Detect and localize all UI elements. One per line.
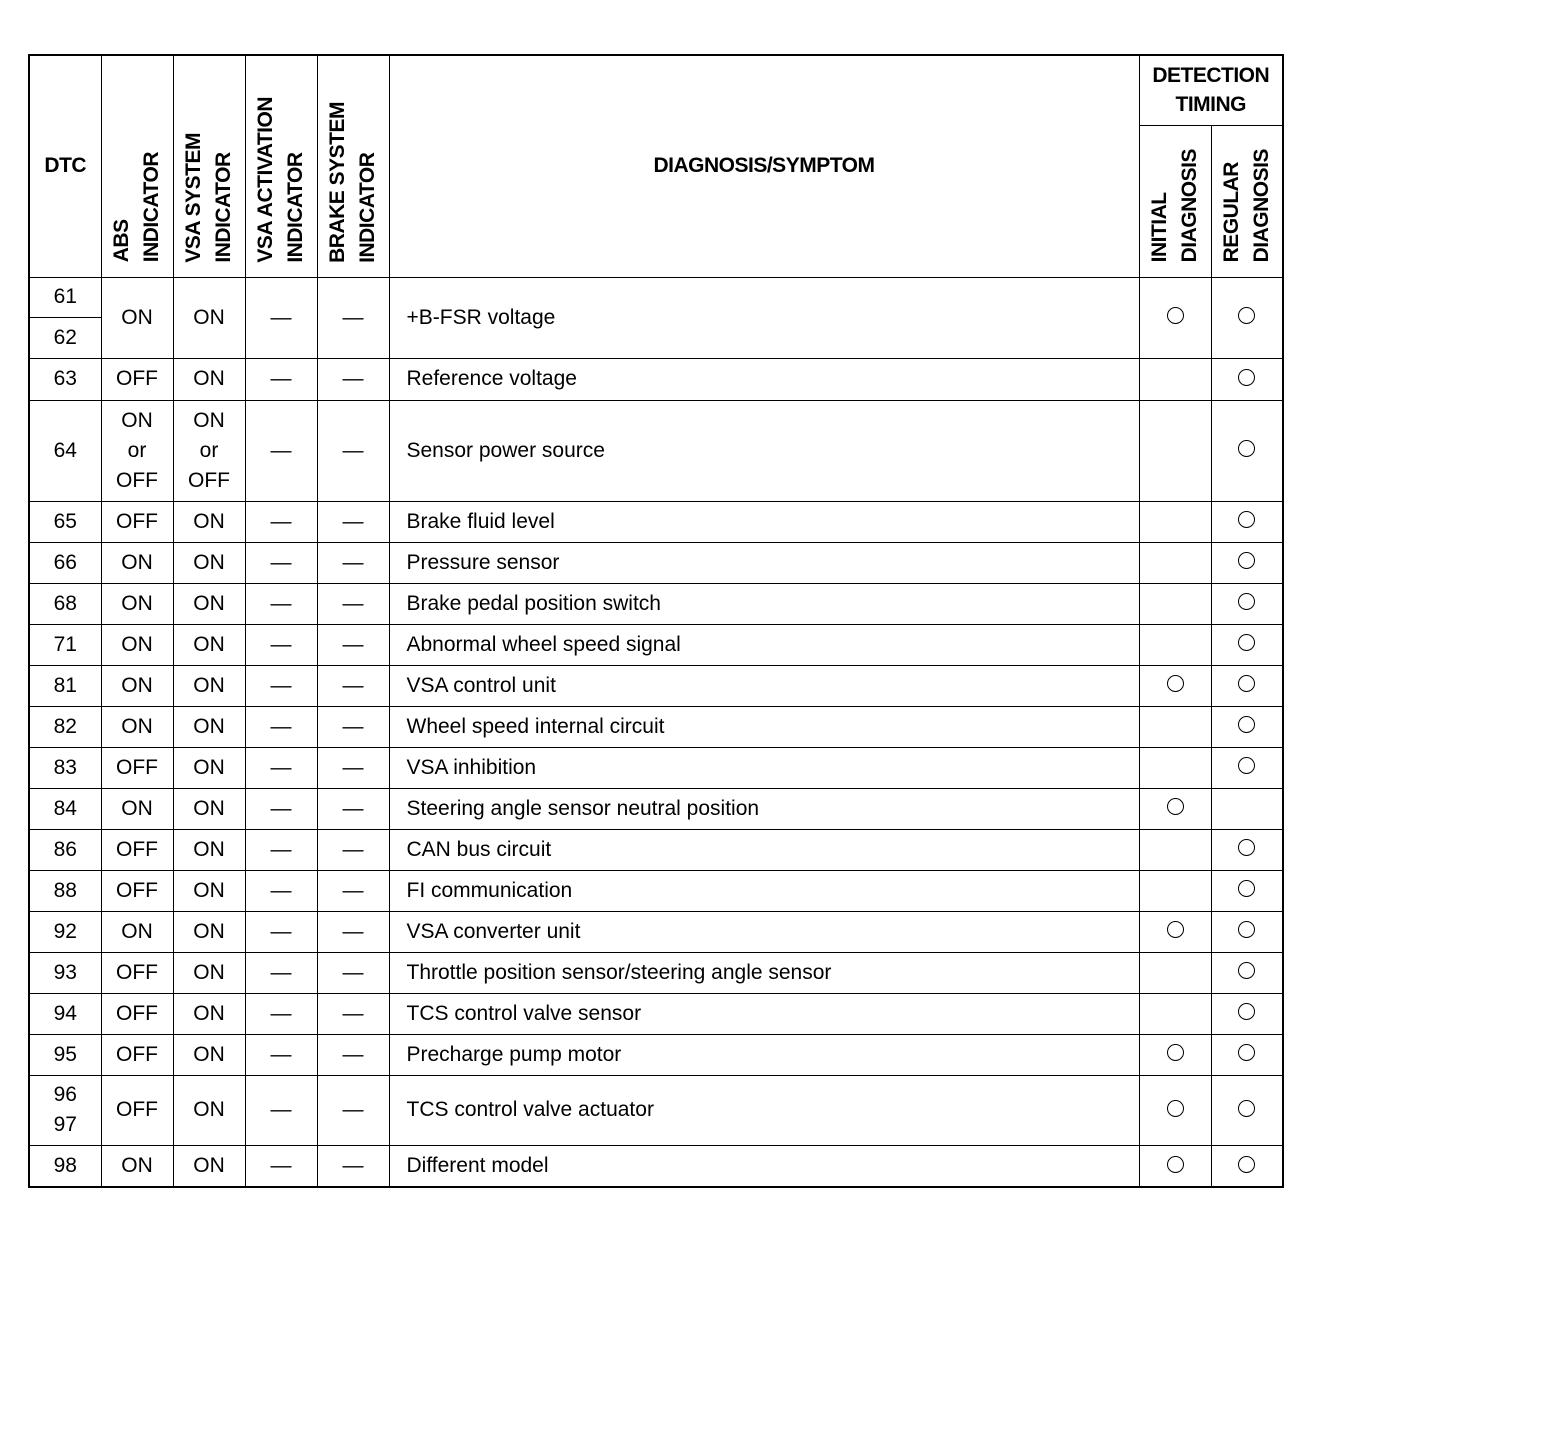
regular-diagnosis-cell: [1211, 358, 1283, 400]
abs-indicator-cell: ON or OFF: [101, 400, 173, 501]
diagnosis-symptom-cell: TCS control valve actuator: [389, 1075, 1139, 1145]
brake-system-indicator-cell: —: [317, 870, 389, 911]
table-row: [29, 665, 1283, 706]
vsa-system-indicator-cell: ON: [173, 277, 245, 358]
vsa-activation-indicator-cell: —: [245, 1145, 317, 1187]
table-row: [29, 277, 1283, 358]
vsa-activation-indicator-cell: —: [245, 870, 317, 911]
circle-mark-icon: [1167, 798, 1184, 815]
regular-diagnosis-cell: [1211, 788, 1283, 829]
regular-diagnosis-cell: [1211, 911, 1283, 952]
table-row: [29, 501, 1283, 542]
brake-system-indicator-cell: —: [317, 400, 389, 501]
initial-diagnosis-cell: [1139, 911, 1211, 952]
dtc-cell: 68: [29, 583, 101, 624]
brake-system-indicator-cell: —: [317, 952, 389, 993]
diagnosis-symptom-cell: Different model: [389, 1145, 1139, 1187]
dtc-cell: 88: [29, 870, 101, 911]
diagnosis-symptom-cell: Sensor power source: [389, 400, 1139, 501]
regular-diagnosis-cell: [1211, 1034, 1283, 1075]
table-row: [29, 1145, 1283, 1187]
initial-diagnosis-cell: [1139, 624, 1211, 665]
vsa-activation-indicator-cell: —: [245, 747, 317, 788]
brake-system-indicator-cell: —: [317, 788, 389, 829]
vsa-system-indicator-cell: ON: [173, 911, 245, 952]
vsa-system-indicator-cell: ON: [173, 624, 245, 665]
brake-system-indicator-cell: —: [317, 501, 389, 542]
regular-diagnosis-cell: [1211, 952, 1283, 993]
abs-indicator-cell: ON: [101, 624, 173, 665]
header-vsa-system-indicator: VSA SYSTEM INDICATOR: [173, 55, 245, 277]
initial-diagnosis-cell: [1139, 583, 1211, 624]
header-regular-diagnosis: REGULAR DIAGNOSIS: [1211, 125, 1283, 277]
abs-indicator-cell: ON: [101, 665, 173, 706]
vsa-activation-indicator-cell: —: [245, 624, 317, 665]
dtc-cell: 66: [29, 542, 101, 583]
diagnosis-symptom-cell: VSA converter unit: [389, 911, 1139, 952]
initial-diagnosis-cell: [1139, 277, 1211, 358]
brake-system-indicator-cell: —: [317, 1075, 389, 1145]
table-row: [29, 911, 1283, 952]
dtc-cell: 96 97: [29, 1075, 101, 1145]
brake-system-indicator-cell: —: [317, 911, 389, 952]
circle-mark-icon: [1238, 962, 1255, 979]
table-row: [29, 993, 1283, 1034]
initial-diagnosis-cell: [1139, 1075, 1211, 1145]
table-row: [29, 1034, 1283, 1075]
header-brake-system-indicator: BRAKE SYSTEM INDICATOR: [317, 55, 389, 277]
vsa-activation-indicator-cell: —: [245, 501, 317, 542]
diagnosis-symptom-cell: Steering angle sensor neutral position: [389, 788, 1139, 829]
brake-system-indicator-cell: —: [317, 1145, 389, 1187]
vsa-activation-indicator-cell: —: [245, 788, 317, 829]
initial-diagnosis-cell: [1139, 665, 1211, 706]
diagnosis-symptom-cell: VSA inhibition: [389, 747, 1139, 788]
dtc-cell: 98: [29, 1145, 101, 1187]
dtc-cell: 92: [29, 911, 101, 952]
circle-mark-icon: [1167, 1156, 1184, 1173]
diagnosis-symptom-cell: Wheel speed internal circuit: [389, 706, 1139, 747]
vsa-system-indicator-cell: ON: [173, 1075, 245, 1145]
regular-diagnosis-cell: [1211, 501, 1283, 542]
regular-diagnosis-cell: [1211, 706, 1283, 747]
circle-mark-icon: [1167, 1100, 1184, 1117]
initial-diagnosis-cell: [1139, 952, 1211, 993]
abs-indicator-cell: OFF: [101, 1034, 173, 1075]
abs-indicator-cell: ON: [101, 583, 173, 624]
circle-mark-icon: [1238, 716, 1255, 733]
vsa-activation-indicator-cell: —: [245, 665, 317, 706]
initial-diagnosis-cell: [1139, 788, 1211, 829]
dtc-cell: 95: [29, 1034, 101, 1075]
dtc-cell: 84: [29, 788, 101, 829]
vsa-activation-indicator-cell: —: [245, 358, 317, 400]
brake-system-indicator-cell: —: [317, 583, 389, 624]
abs-indicator-cell: OFF: [101, 870, 173, 911]
vsa-system-indicator-cell: ON or OFF: [173, 400, 245, 501]
header-dtc: DTC: [29, 55, 101, 277]
circle-mark-icon: [1238, 1100, 1255, 1117]
diagnosis-symptom-cell: Precharge pump motor: [389, 1034, 1139, 1075]
initial-diagnosis-cell: [1139, 1034, 1211, 1075]
vsa-system-indicator-cell: ON: [173, 1145, 245, 1187]
abs-indicator-cell: ON: [101, 277, 173, 358]
diagnosis-symptom-cell: +B-FSR voltage: [389, 277, 1139, 358]
diagnosis-symptom-cell: Throttle position sensor/steering angle sensor: [389, 952, 1139, 993]
initial-diagnosis-cell: [1139, 706, 1211, 747]
initial-diagnosis-cell: [1139, 747, 1211, 788]
initial-diagnosis-cell: [1139, 400, 1211, 501]
brake-system-indicator-cell: —: [317, 1034, 389, 1075]
circle-mark-icon: [1238, 1003, 1255, 1020]
vsa-activation-indicator-cell: —: [245, 829, 317, 870]
abs-indicator-cell: OFF: [101, 747, 173, 788]
regular-diagnosis-cell: [1211, 829, 1283, 870]
initial-diagnosis-cell: [1139, 870, 1211, 911]
brake-system-indicator-cell: —: [317, 706, 389, 747]
circle-mark-icon: [1238, 440, 1255, 457]
regular-diagnosis-cell: [1211, 870, 1283, 911]
table-body: [29, 277, 1283, 1187]
dtc-cell: 71: [29, 624, 101, 665]
regular-diagnosis-cell: [1211, 400, 1283, 501]
vsa-activation-indicator-cell: —: [245, 400, 317, 501]
vsa-system-indicator-cell: ON: [173, 542, 245, 583]
vsa-system-indicator-cell: ON: [173, 706, 245, 747]
dtc-cell: 94: [29, 993, 101, 1034]
diagnosis-symptom-cell: TCS control valve sensor: [389, 993, 1139, 1034]
vsa-activation-indicator-cell: —: [245, 277, 317, 358]
circle-mark-icon: [1238, 675, 1255, 692]
table-row: [29, 1075, 1283, 1145]
circle-mark-icon: [1167, 1044, 1184, 1061]
diagnosis-symptom-cell: Brake pedal position switch: [389, 583, 1139, 624]
circle-mark-icon: [1238, 369, 1255, 386]
dtc-cell: 93: [29, 952, 101, 993]
vsa-activation-indicator-cell: —: [245, 1075, 317, 1145]
table-row: [29, 624, 1283, 665]
regular-diagnosis-cell: [1211, 277, 1283, 358]
vsa-system-indicator-cell: ON: [173, 501, 245, 542]
brake-system-indicator-cell: —: [317, 358, 389, 400]
table-row: [29, 870, 1283, 911]
dtc-cell: 64: [29, 400, 101, 501]
brake-system-indicator-cell: —: [317, 829, 389, 870]
vsa-system-indicator-cell: ON: [173, 829, 245, 870]
vsa-activation-indicator-cell: —: [245, 993, 317, 1034]
regular-diagnosis-cell: [1211, 993, 1283, 1034]
regular-diagnosis-cell: [1211, 665, 1283, 706]
initial-diagnosis-cell: [1139, 1145, 1211, 1187]
regular-diagnosis-cell: [1211, 1075, 1283, 1145]
diagnosis-symptom-cell: Pressure sensor: [389, 542, 1139, 583]
abs-indicator-cell: OFF: [101, 501, 173, 542]
circle-mark-icon: [1167, 307, 1184, 324]
abs-indicator-cell: OFF: [101, 358, 173, 400]
brake-system-indicator-cell: —: [317, 277, 389, 358]
dtc-cell: 63: [29, 358, 101, 400]
table-row: [29, 358, 1283, 400]
abs-indicator-cell: ON: [101, 1145, 173, 1187]
initial-diagnosis-cell: [1139, 501, 1211, 542]
abs-indicator-cell: OFF: [101, 952, 173, 993]
initial-diagnosis-cell: [1139, 542, 1211, 583]
circle-mark-icon: [1238, 307, 1255, 324]
brake-system-indicator-cell: —: [317, 993, 389, 1034]
table-row: [29, 829, 1283, 870]
vsa-system-indicator-cell: ON: [173, 870, 245, 911]
brake-system-indicator-cell: —: [317, 747, 389, 788]
circle-mark-icon: [1238, 757, 1255, 774]
abs-indicator-cell: OFF: [101, 829, 173, 870]
dtc-cell: 86: [29, 829, 101, 870]
dtc-cell: 83: [29, 747, 101, 788]
table-row: [29, 706, 1283, 747]
vsa-system-indicator-cell: ON: [173, 952, 245, 993]
abs-indicator-cell: ON: [101, 706, 173, 747]
circle-mark-icon: [1167, 921, 1184, 938]
header-detection-timing: DETECTION TIMING: [1139, 55, 1283, 125]
dtc-cell: 81: [29, 665, 101, 706]
vsa-system-indicator-cell: ON: [173, 665, 245, 706]
header-diagnosis-symptom: DIAGNOSIS/SYMPTOM: [389, 55, 1139, 277]
circle-mark-icon: [1238, 1044, 1255, 1061]
circle-mark-icon: [1238, 921, 1255, 938]
vsa-system-indicator-cell: ON: [173, 993, 245, 1034]
dtc-cell: 65: [29, 501, 101, 542]
circle-mark-icon: [1167, 675, 1184, 692]
dtc-code: 61: [53, 285, 77, 309]
abs-indicator-cell: OFF: [101, 993, 173, 1034]
vsa-system-indicator-cell: ON: [173, 1034, 245, 1075]
circle-mark-icon: [1238, 839, 1255, 856]
vsa-activation-indicator-cell: —: [245, 1034, 317, 1075]
header-abs-indicator: ABS INDICATOR: [101, 55, 173, 277]
vsa-system-indicator-cell: ON: [173, 747, 245, 788]
table-row: [29, 747, 1283, 788]
circle-mark-icon: [1238, 634, 1255, 651]
abs-indicator-cell: ON: [101, 542, 173, 583]
vsa-activation-indicator-cell: —: [245, 583, 317, 624]
circle-mark-icon: [1238, 880, 1255, 897]
initial-diagnosis-cell: [1139, 358, 1211, 400]
brake-system-indicator-cell: —: [317, 665, 389, 706]
table-header: [29, 55, 1283, 277]
dtc-cell: 82: [29, 706, 101, 747]
regular-diagnosis-cell: [1211, 624, 1283, 665]
vsa-activation-indicator-cell: —: [245, 706, 317, 747]
diagnosis-symptom-cell: VSA control unit: [389, 665, 1139, 706]
diagnosis-symptom-cell: FI communication: [389, 870, 1139, 911]
vsa-activation-indicator-cell: —: [245, 911, 317, 952]
dtc-cell: [29, 277, 101, 358]
vsa-system-indicator-cell: ON: [173, 583, 245, 624]
diagnosis-symptom-cell: Brake fluid level: [389, 501, 1139, 542]
circle-mark-icon: [1238, 552, 1255, 569]
abs-indicator-cell: OFF: [101, 1075, 173, 1145]
header-initial-diagnosis: INITIAL DIAGNOSIS: [1139, 125, 1211, 277]
regular-diagnosis-cell: [1211, 747, 1283, 788]
header-vsa-activation-indicator: VSA ACTIVATION INDICATOR: [245, 55, 317, 277]
diagnosis-symptom-cell: Reference voltage: [389, 358, 1139, 400]
table-row: [29, 952, 1283, 993]
dtc-code: 62: [30, 317, 101, 358]
vsa-activation-indicator-cell: —: [245, 952, 317, 993]
brake-system-indicator-cell: —: [317, 624, 389, 665]
table-row: [29, 788, 1283, 829]
regular-diagnosis-cell: [1211, 1145, 1283, 1187]
initial-diagnosis-cell: [1139, 829, 1211, 870]
diagnosis-symptom-cell: CAN bus circuit: [389, 829, 1139, 870]
regular-diagnosis-cell: [1211, 583, 1283, 624]
table-row: [29, 542, 1283, 583]
diagnosis-symptom-cell: Abnormal wheel speed signal: [389, 624, 1139, 665]
table-row: [29, 400, 1283, 501]
dtc-table: [28, 54, 1284, 1188]
brake-system-indicator-cell: —: [317, 542, 389, 583]
circle-mark-icon: [1238, 593, 1255, 610]
abs-indicator-cell: ON: [101, 911, 173, 952]
vsa-activation-indicator-cell: —: [245, 542, 317, 583]
circle-mark-icon: [1238, 511, 1255, 528]
table-row: [29, 583, 1283, 624]
initial-diagnosis-cell: [1139, 993, 1211, 1034]
regular-diagnosis-cell: [1211, 542, 1283, 583]
circle-mark-icon: [1238, 1156, 1255, 1173]
vsa-system-indicator-cell: ON: [173, 358, 245, 400]
vsa-system-indicator-cell: ON: [173, 788, 245, 829]
abs-indicator-cell: ON: [101, 788, 173, 829]
